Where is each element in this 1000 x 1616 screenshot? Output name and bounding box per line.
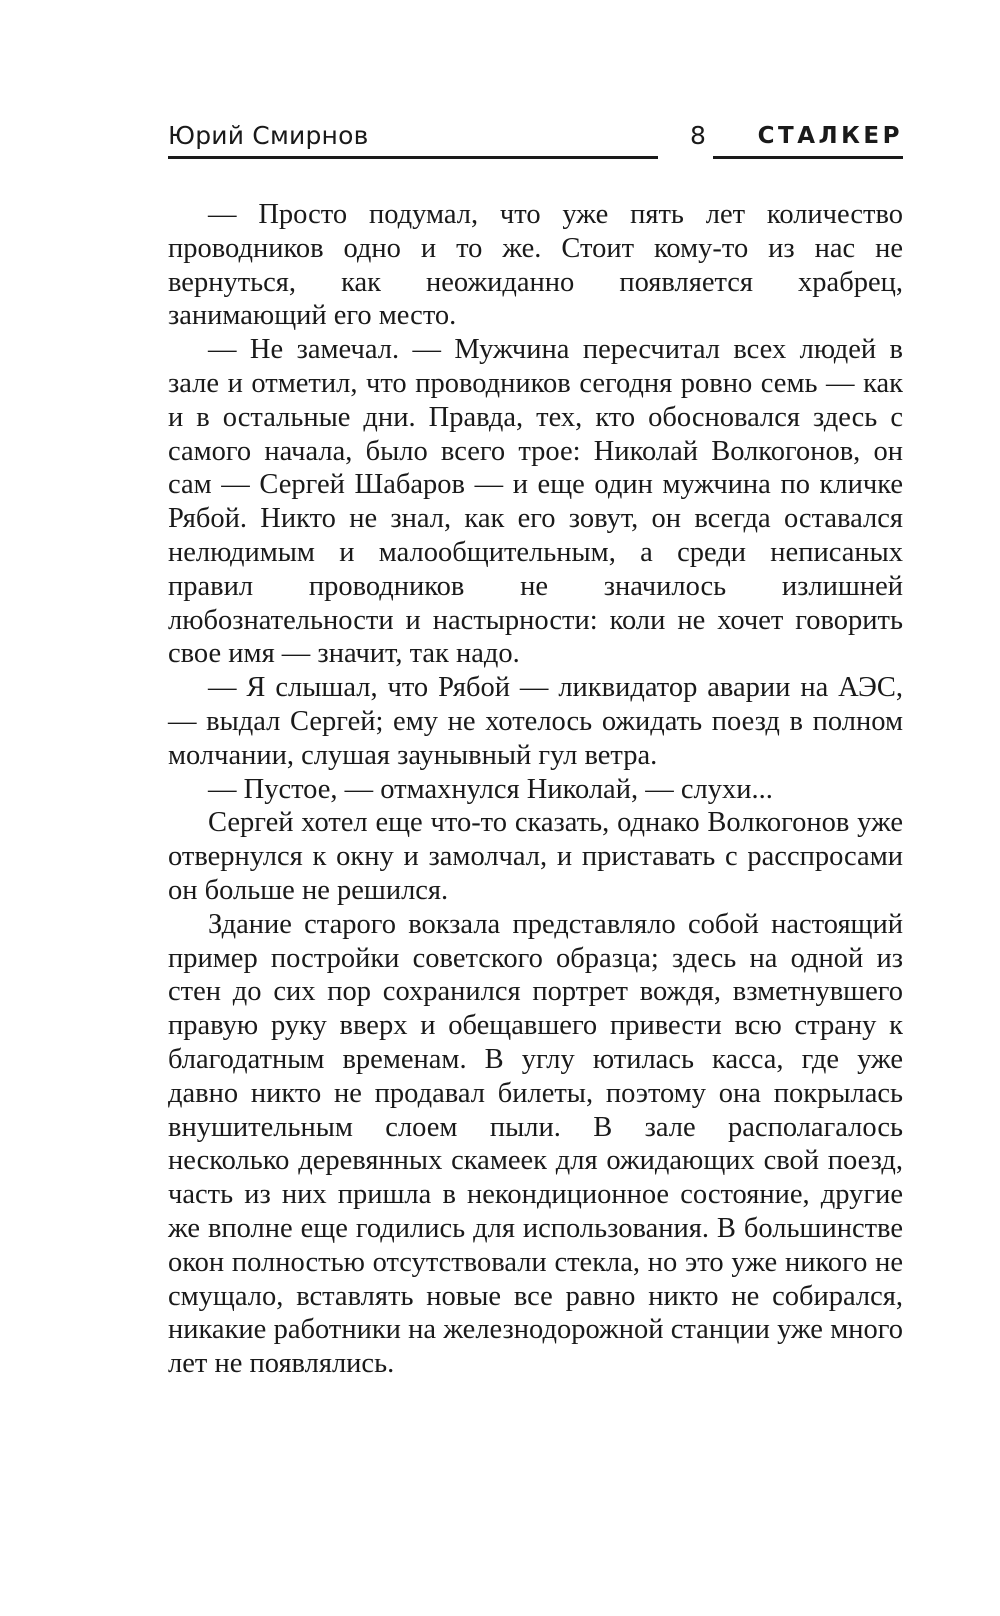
paragraph: — Пустое, — отмахнулся Николай, — слухи... <box>208 773 773 805</box>
paragraph: — Я слышал, что Рябой — ликвидатор аварии на АЭС, — выдал Сергей; ему не хотелось ожидать поезд в полном молчании, слушая заунывный гул ветра. <box>168 672 903 771</box>
paragraph: Сергей хотел еще что-то сказать, однако Волкогонов уже отвернулся к окну и замолчал, и приставать с расспросами он больше не решился. <box>168 807 903 906</box>
header-rule-right <box>713 156 903 159</box>
paragraph: — Не замечал. — Мужчина пересчитал всех людей в зале и отметил, что проводников сегодня ровно семь — как и в остальные дни. Правда, тех, кто обосновался здесь с самого начала, было всего трое: Николай Волкогонов, он сам — Сергей Шабаров — и еще один мужчина по кличке Рябой. Никто не знал, как его зовут, он всегда оставался нелюдимым и малообщительным, а среди неписаных правил проводников не значилось излишней любознательности и настырности: коли не хочет говорить свое имя — значит, так надо. <box>168 334 903 670</box>
paragraph: Здание старого вокзала представляло собой настоящий пример постройки советского образца; здесь на одной из стен до сих пор сохранился портрет вождя, взметнувшего правую руку вверх и обещавшего привести всю страну к благодатным временам. В углу ютилась касса, где уже давно никто не продавал билеты, поэтому она покрылась внушительным слоем пыли. В зале располагалось несколько деревянных скамеек для ожидающих свой поезд, часть из них пришла в некондиционное состояние, другие же вполне еще годились для использования. В большинстве окон полностью отсутствовали стекла, но это уже никого не смущало, вставлять новые все равно никто не собирался, никакие работники на железнодорожной станции уже много лет не появлялись. <box>168 908 903 1380</box>
page-number: 8 <box>690 121 706 150</box>
author-name: Юрий Смирнов <box>168 121 369 150</box>
header-rule-left <box>168 156 658 159</box>
book-page <box>168 0 903 1616</box>
paragraph: — Просто подумал, что уже пять лет количество проводников одно и то же. Стоит кому-то из нас не вернуться, как неожиданно появляется храбрец, занимающий его место. <box>168 199 903 332</box>
series-title: СТАЛКЕР <box>757 123 903 149</box>
running-head <box>168 122 903 162</box>
body-text <box>168 198 903 1381</box>
